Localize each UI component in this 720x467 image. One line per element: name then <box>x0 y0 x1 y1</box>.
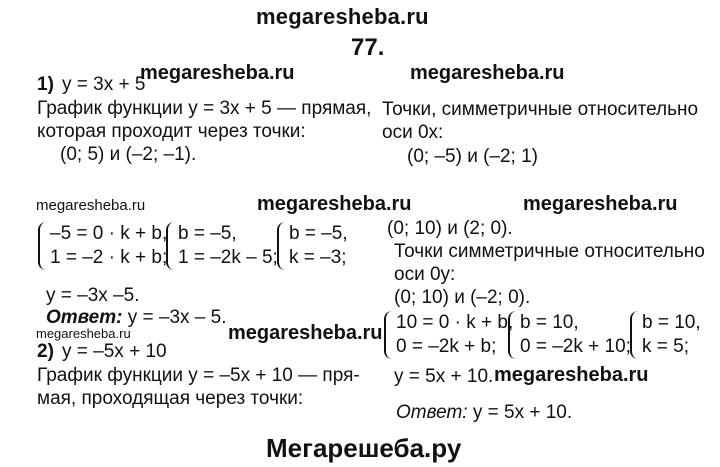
left-system-3-row-2: k = –3; <box>289 247 347 268</box>
answer-1-label: Ответ: <box>46 307 123 328</box>
item-1-points: (0; 5) и (–2; –1). <box>60 144 197 165</box>
right-system-2-row-1: b = 10, <box>520 312 579 333</box>
right-system-3-row-2: k = 5; <box>642 336 689 357</box>
answer-2 <box>396 402 572 424</box>
right-system-1-row-1: 10 = 0 · k + b, <box>396 312 514 333</box>
item-2-line-2: мая, проходящая через точки: <box>37 388 304 409</box>
watermark-top: megaresheba.ru <box>256 4 429 29</box>
left-system-1-row-2: 1 = –2 · k + b; <box>50 247 168 268</box>
watermark-a: megaresheba.ru <box>140 62 295 84</box>
answer-2-value: y = 5x + 10. <box>472 402 573 423</box>
right-system-1-row-2: 0 = –2k + b; <box>396 336 497 357</box>
item-1-equation: y = 3x + 5 <box>62 74 146 95</box>
right-system-3 <box>630 311 701 359</box>
watermark-g: megaresheba.ru <box>228 322 383 344</box>
watermark-f: megaresheba.ru <box>36 326 131 341</box>
left-system-2-row-2: 1 = –2k – 5; <box>178 247 278 268</box>
right-system-2-row-2: 0 = –2k + 10; <box>520 336 631 357</box>
watermark-h: megaresheba.ru <box>494 364 649 386</box>
symmetric-2-points: (0; 10) и (–2; 0). <box>394 287 531 308</box>
problem-number: 77. <box>351 34 385 61</box>
symmetric-line-2: оси 0x: <box>382 122 444 143</box>
item-2-equation: y = –5x + 10 <box>62 341 167 362</box>
answer-1-value: y = –3x – 5. <box>127 307 227 328</box>
item-1-number: 1) <box>37 74 54 95</box>
left-system-3 <box>277 222 348 270</box>
right-system-2 <box>508 311 631 359</box>
item-2-number: 2) <box>37 341 54 362</box>
watermark-b: megaresheba.ru <box>410 62 565 84</box>
result-1: y = –3x –5. <box>46 285 140 306</box>
item-2-line-1: График функции y = –5x + 10 — пря- <box>37 365 360 386</box>
answer-2-label: Ответ: <box>396 402 468 423</box>
symmetric-line-1: Точки, симметричные относительно <box>382 99 699 120</box>
watermark-d: megaresheba.ru <box>257 193 412 215</box>
watermark-e: megaresheba.ru <box>523 193 678 215</box>
right-system-3-row-1: b = 10, <box>642 312 701 333</box>
symmetric-2-line-1: Точки симметричные относительно <box>394 241 705 262</box>
item-1-line-2: которая проходит через точки: <box>37 121 306 142</box>
result-2: y = 5x + 10. <box>394 366 494 387</box>
left-system-1 <box>38 222 167 270</box>
left-system-2 <box>166 222 278 270</box>
left-system-1-row-1: –5 = 0 · k + b, <box>50 223 168 244</box>
symmetric-2-line-2: оси 0y: <box>394 264 456 285</box>
left-system-3-row-1: b = –5, <box>289 223 348 244</box>
footer-watermark: Мегарешеба.ру <box>266 433 462 463</box>
item-1-line-1: График функции y = 3x + 5 — прямая, <box>37 98 372 119</box>
symmetric-points: (0; –5) и (–2; 1) <box>407 146 538 167</box>
points-2: (0; 10) и (2; 0). <box>387 218 513 239</box>
left-system-2-row-1: b = –5, <box>178 223 237 244</box>
right-system-1 <box>384 311 513 359</box>
watermark-c: megaresheba.ru <box>36 197 146 214</box>
